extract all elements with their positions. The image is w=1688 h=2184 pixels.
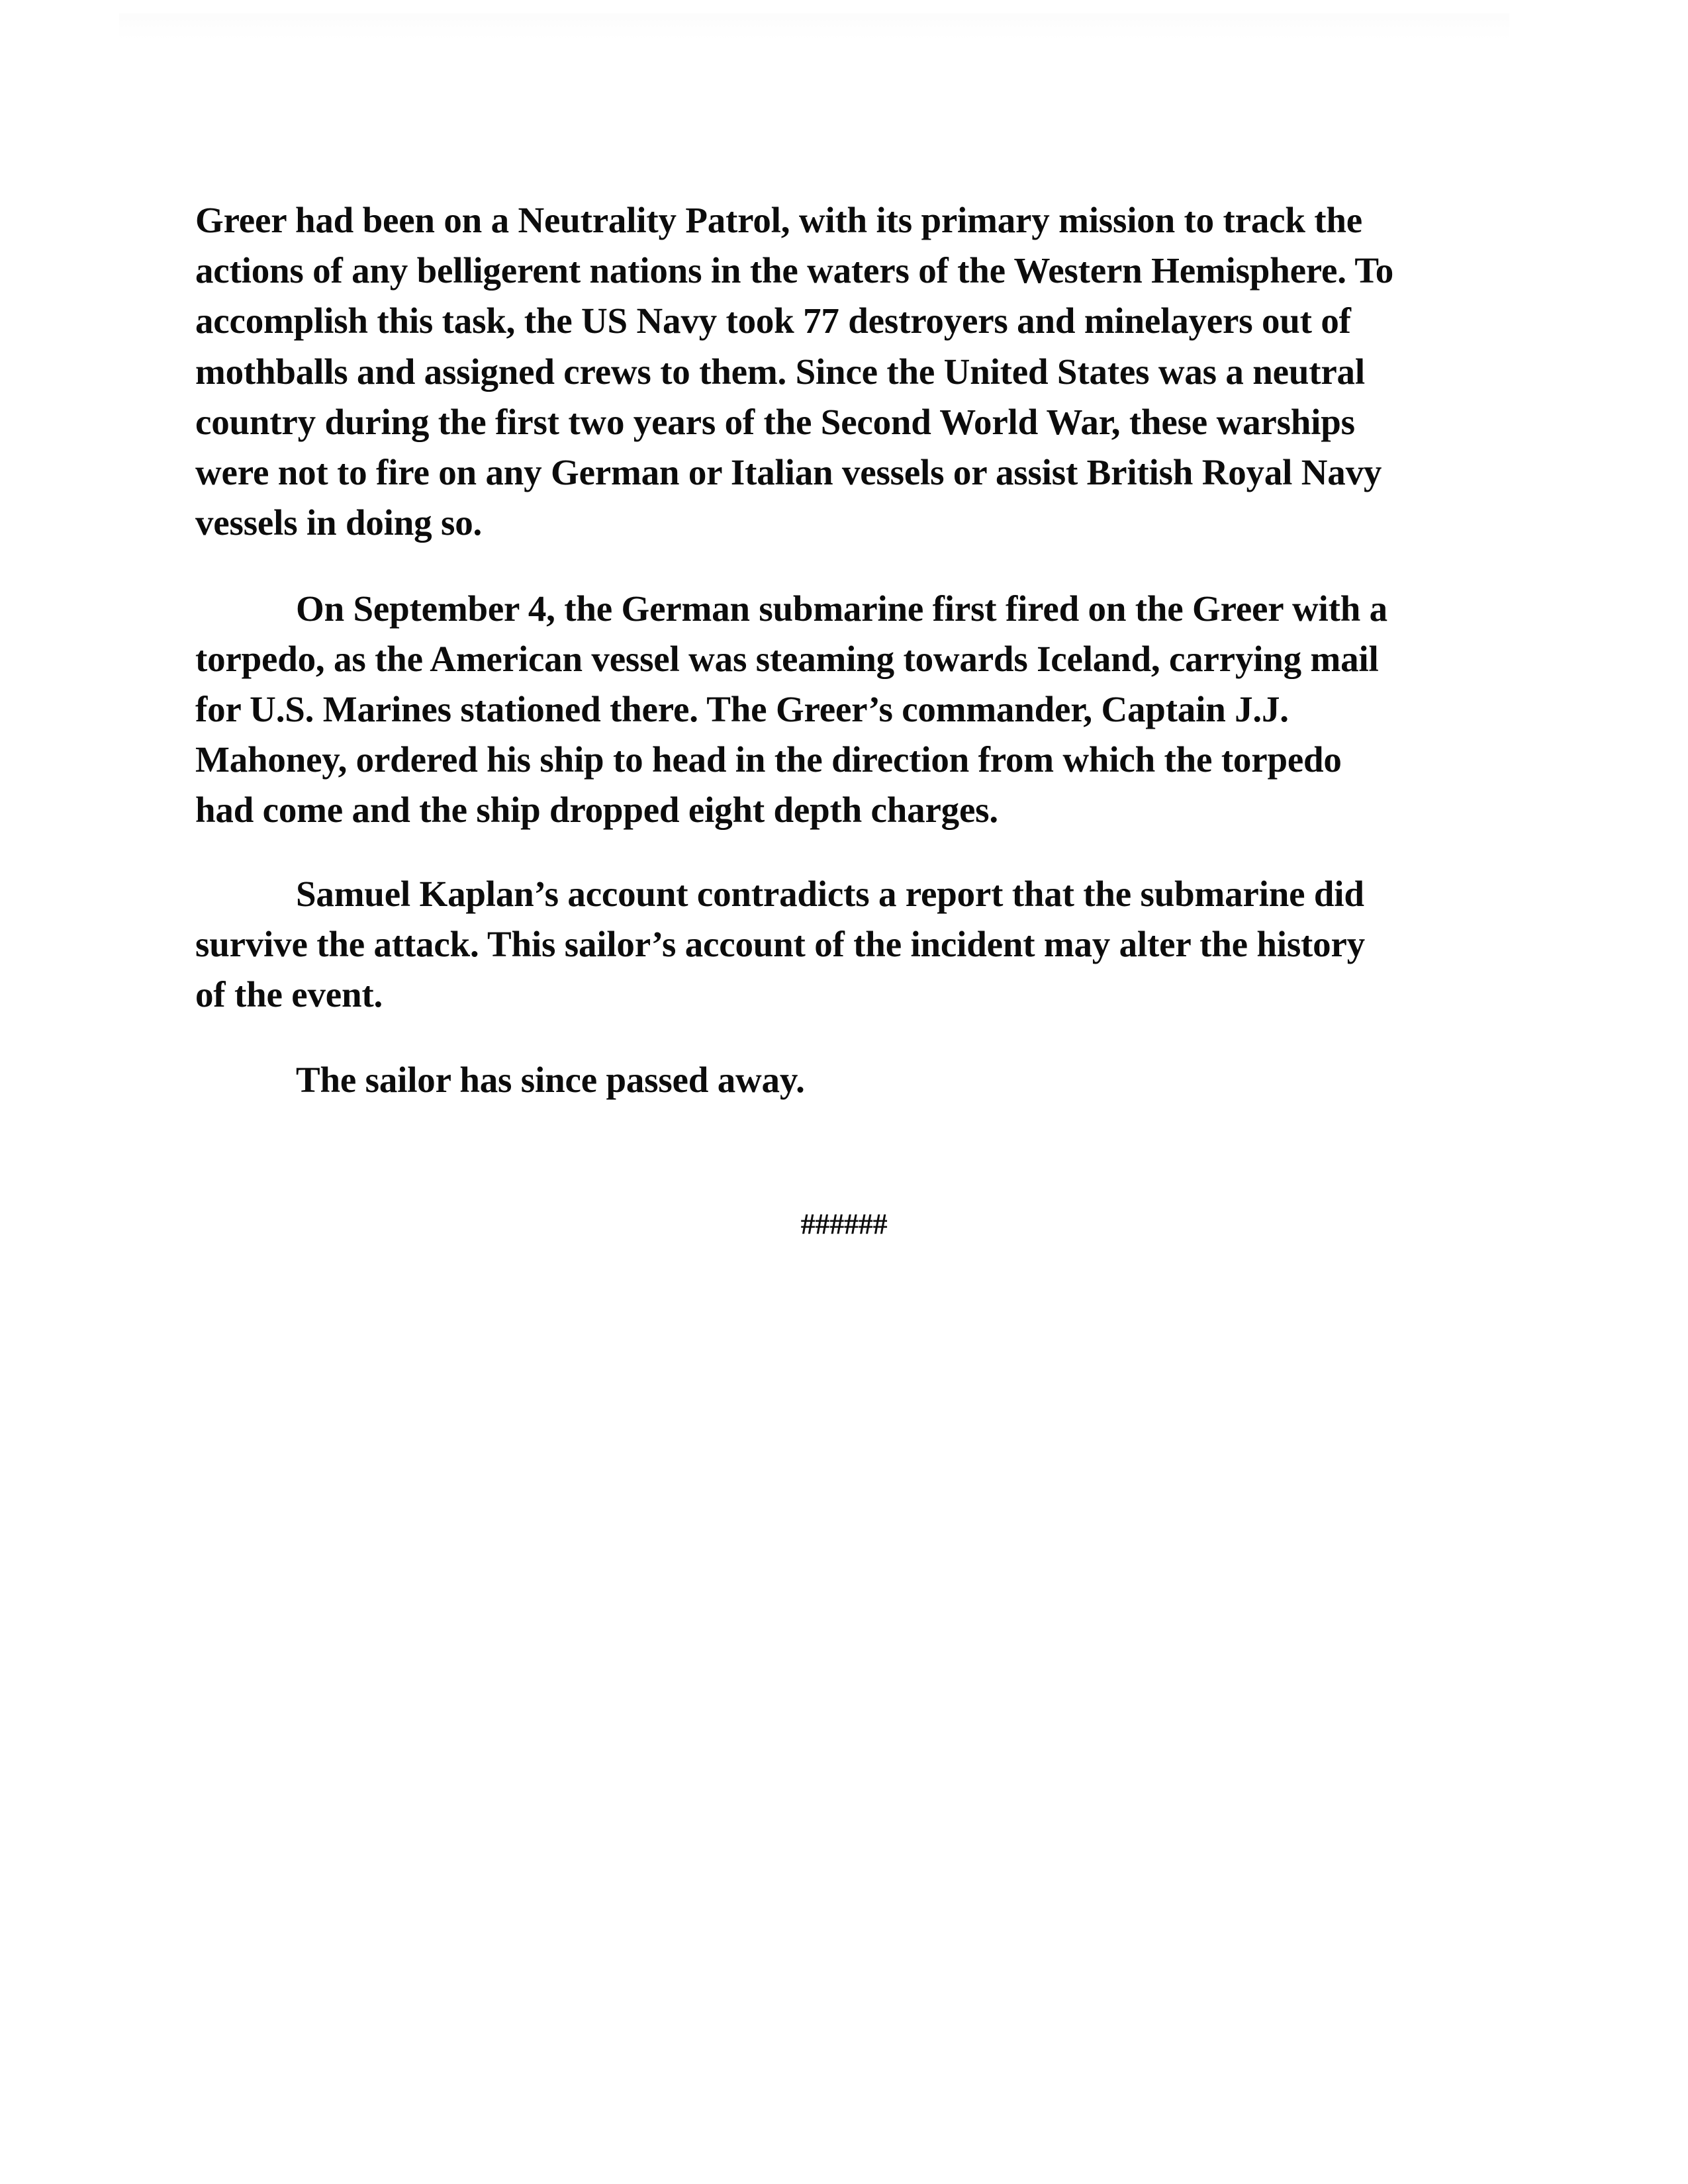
text-line: were not to fire on any German or Italian vessels or assist British Royal Navy (195, 452, 1382, 492)
text-line: Mahoney, ordered his ship to head in the direction from which the torpedo (195, 739, 1342, 780)
text-line: survive the attack. This sailor’s account of the incident may alter the history (195, 924, 1365, 964)
text-line: mothballs and assigned crews to them. Since the United States was a neutral (195, 351, 1365, 392)
text-line: country during the first two years of the Second World War, these warships (195, 402, 1355, 442)
text-line: accomplish this task, the US Navy took 77 destroyers and minelayers out of (195, 300, 1351, 341)
text-line: Greer had been on a Neutrality Patrol, with its primary mission to track the (195, 200, 1362, 240)
scan-artifact (119, 13, 1509, 40)
text-line: for U.S. Marines stationed there. The Greer’s commander, Captain J.J. (195, 689, 1289, 729)
text-line: Samuel Kaplan’s account contradicts a report that the submarine did (296, 874, 1364, 914)
text-line: of the event. (195, 974, 383, 1015)
end-mark: ###### (800, 1208, 888, 1240)
text-line: torpedo, as the American vessel was steaming towards Iceland, carrying mail (195, 639, 1379, 679)
text-line: vessels in doing so. (195, 502, 483, 543)
text-line: had come and the ship dropped eight depth charges. (195, 790, 998, 830)
text-line: actions of any belligerent nations in the waters of the Western Hemisphere. To (195, 250, 1394, 291)
text-line: The sailor has since passed away. (296, 1060, 805, 1100)
text-line: On September 4, the German submarine first fired on the Greer with a (296, 588, 1387, 629)
